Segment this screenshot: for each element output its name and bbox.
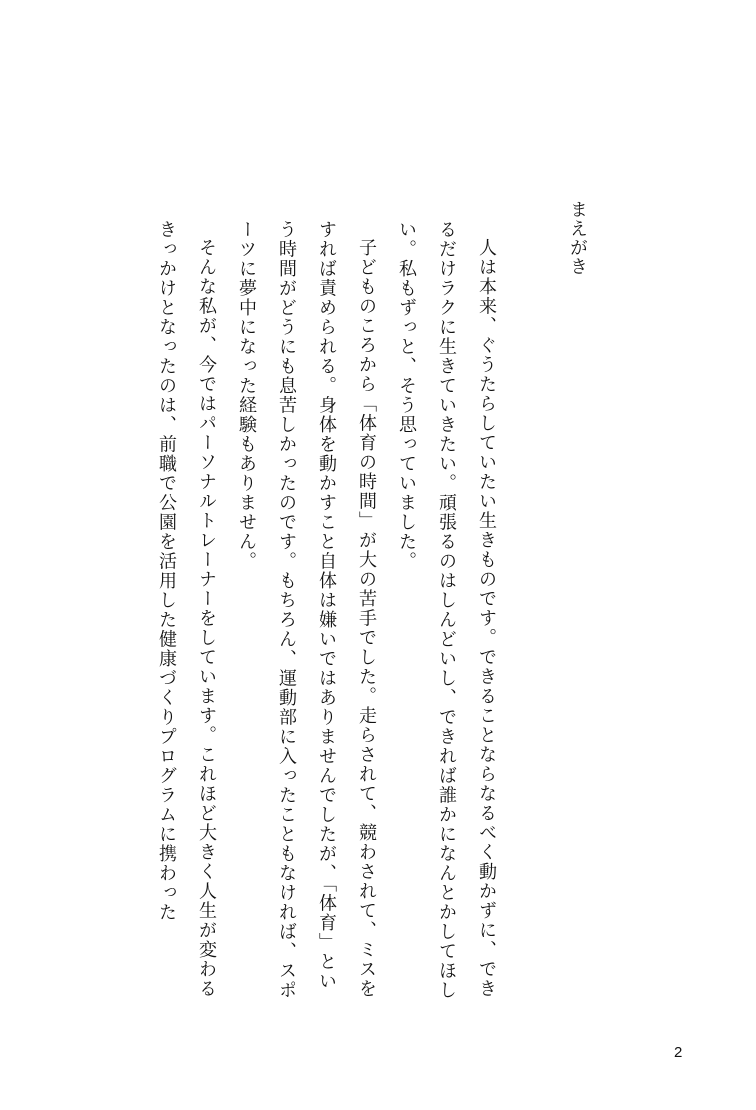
paragraph-1: 人は本来、ぐうたらしていたい生きものです。できることならなるべく動かずに、できるだけラクに生きていきたい。頑張るのはしんどいし、できれば誰かになんとかしてほしい。私もずっと、そう思っていました。 bbox=[396, 220, 497, 1000]
page-number: 2 bbox=[674, 1044, 683, 1061]
chapter-heading: まえがき bbox=[567, 200, 588, 276]
paragraph-2: 子どものころから「体育の時間」が大の苦手でした。走らされて、競わされて、ミスをすれば責められる。身体を動かすこと自体は嫌いではありませんでしたが、「体育」という時間がどうにも息苦しかったのです。もちろん、運動部に入ったこともなければ、スポーツに夢中になった経験もありません。 bbox=[236, 220, 377, 1000]
body-text bbox=[146, 220, 506, 1000]
paragraph-3: そんな私が、今ではパーソナルトレーナーをしています。これほど大きく人生が変わるきっかけとなったのは、前職で公園を活用した健康づくりプログラムに携わった bbox=[156, 220, 217, 999]
